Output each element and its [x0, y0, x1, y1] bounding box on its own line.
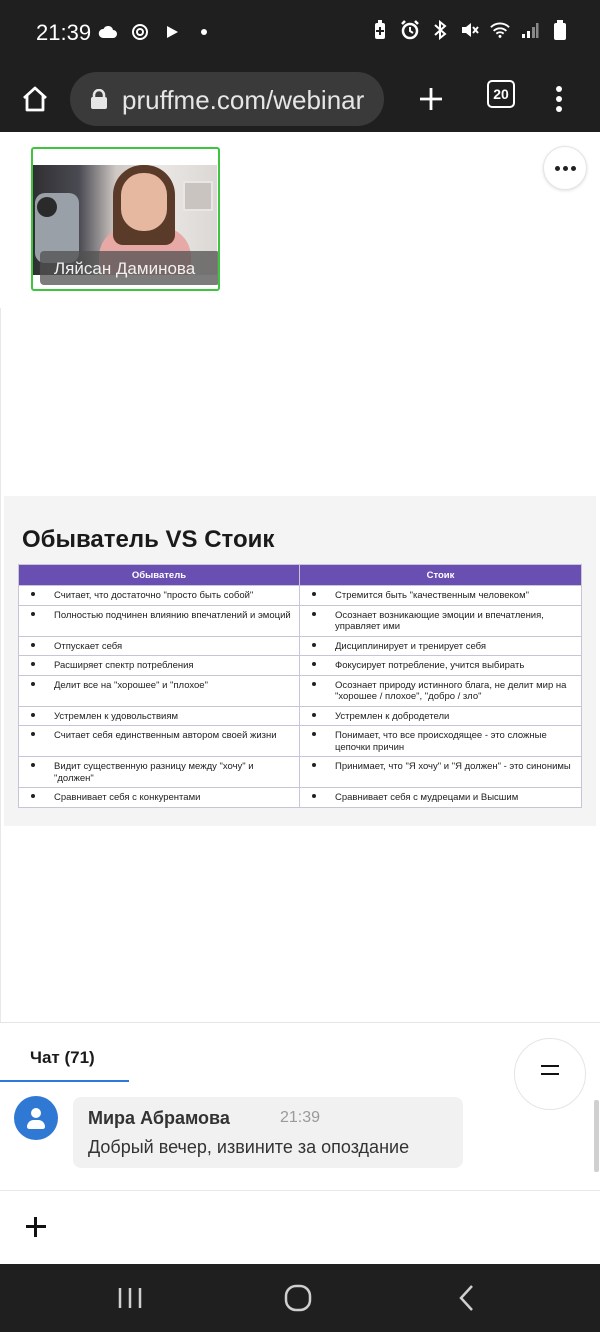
- more-options-button[interactable]: [543, 146, 587, 190]
- wall-picture: [183, 181, 213, 211]
- bullet-icon: [312, 713, 316, 717]
- bullet-icon: [312, 612, 316, 616]
- column-header: Обыватель: [19, 565, 300, 586]
- bluetooth-icon: [430, 20, 450, 40]
- stoic-cell: [300, 757, 582, 788]
- stoic-cell: [300, 788, 582, 808]
- recents-icon: [117, 1286, 143, 1310]
- cell-text: Считает себя единственным автором своей жизни: [54, 730, 277, 741]
- cloud-icon: [98, 22, 118, 42]
- home-circle-icon: [284, 1284, 312, 1312]
- chat-scrollbar[interactable]: [594, 1100, 599, 1172]
- message-time: 21:39: [280, 1109, 321, 1126]
- table-row: [19, 605, 582, 636]
- url-text: pruffme.com/webinar: [122, 85, 365, 115]
- slide-title: Обыватель VS Стоик: [22, 526, 275, 553]
- table-row: [19, 757, 582, 788]
- dot-icon: [194, 22, 214, 42]
- menu-icon: [541, 1065, 559, 1075]
- browser-menu-button[interactable]: [534, 74, 584, 124]
- table-row: [19, 675, 582, 706]
- cell-text: Дисциплинирует и тренирует себя: [335, 640, 487, 652]
- bullet-icon: [312, 682, 316, 686]
- bullet-icon: [31, 713, 35, 717]
- signal-icon: [520, 20, 540, 40]
- bullet-icon: [31, 662, 35, 666]
- webinar-content: [0, 132, 600, 1022]
- back-icon: [457, 1284, 475, 1312]
- table-row: [19, 636, 582, 656]
- cell-text: Осознает природу истинного блага, не делит мир на "хорошее / плохое", "добро / зло": [335, 679, 567, 702]
- table-row: [19, 726, 582, 757]
- stoic-cell: [300, 636, 582, 656]
- bullet-icon: [31, 643, 35, 647]
- dot-icon: [571, 166, 576, 171]
- stoic-cell: [300, 656, 582, 676]
- ordinary-person-cell: [19, 788, 300, 808]
- speaker-face: [121, 173, 167, 231]
- home-nav-button[interactable]: [278, 1278, 318, 1318]
- table-header-row: [19, 565, 582, 586]
- dot-icon: [563, 166, 568, 171]
- cell-text: Сравнивает себя с конкурентами: [54, 792, 201, 803]
- user-icon-body: [27, 1120, 45, 1129]
- message-text: Добрый вечер, извините за опоздание: [88, 1137, 410, 1157]
- cell-text: Делит все на "хорошее" и "плохое": [54, 679, 208, 691]
- presentation-slide: [4, 496, 596, 826]
- cell-text: Стремится быть "качественным человеком": [335, 590, 529, 601]
- cell-text: Понимает, что все происходящее - это сложные цепочки причин: [335, 730, 547, 753]
- bullet-icon: [31, 732, 35, 736]
- bullet-icon: [312, 592, 316, 596]
- chat-input-row: [0, 1190, 600, 1264]
- bullet-icon: [312, 662, 316, 666]
- ordinary-person-cell: [19, 706, 300, 726]
- cell-text: Принимает, что "Я хочу" и "Я должен" - это синонимы: [335, 761, 571, 772]
- table-row: [19, 656, 582, 676]
- more-vertical-icon: [555, 86, 563, 112]
- back-button[interactable]: [446, 1278, 486, 1318]
- add-attachment-button[interactable]: [22, 1213, 50, 1241]
- url-bar[interactable]: [70, 72, 384, 126]
- cell-text: Расширяет спектр потребления: [54, 660, 194, 671]
- ordinary-person-cell: [19, 675, 300, 706]
- cell-text: Устремлен к добродетели: [335, 710, 450, 722]
- speaker-name-label: Ляйсан Даминова: [40, 251, 220, 285]
- status-left-icons: [98, 22, 214, 42]
- bullet-icon: [312, 643, 316, 647]
- sync-icon: [130, 22, 150, 42]
- browser-toolbar: [0, 66, 600, 132]
- ordinary-person-cell: [19, 605, 300, 636]
- battery-saver-icon: [370, 20, 390, 40]
- ordinary-person-cell: [19, 586, 300, 606]
- chat-menu-button[interactable]: [514, 1038, 586, 1110]
- new-tab-button[interactable]: [406, 74, 456, 124]
- column-header: Стоик: [300, 565, 582, 586]
- status-bar: [0, 0, 600, 66]
- wifi-icon: [490, 20, 510, 40]
- stoic-cell: [300, 675, 582, 706]
- status-time: 21:39: [36, 20, 92, 45]
- play-icon: [162, 22, 182, 42]
- bullet-icon: [312, 732, 316, 736]
- table-row: [19, 788, 582, 808]
- cell-text: Считает, что достаточно "просто быть собой": [54, 590, 254, 601]
- home-icon: [21, 85, 49, 113]
- comparison-table: [18, 564, 582, 808]
- system-nav-bar: [0, 1264, 600, 1332]
- cell-text: Отпускает себя: [54, 640, 123, 652]
- message-bubble: [73, 1097, 463, 1168]
- stoic-cell: [300, 726, 582, 757]
- table-row: [19, 706, 582, 726]
- cell-text: Осознает возникающие эмоции и впечатления, управляет ими: [335, 609, 544, 632]
- status-right-icons: [370, 20, 570, 40]
- tab-chat[interactable]: Чат (71): [30, 1048, 95, 1067]
- chat-header: [0, 1022, 600, 1082]
- cell-text: Полностью подчинен влиянию впечатлений и эмоций: [54, 609, 291, 621]
- bullet-icon: [312, 794, 316, 798]
- tab-switcher-button[interactable]: 20: [487, 80, 515, 108]
- chat-message: [0, 1082, 600, 1190]
- dot-icon: [555, 166, 560, 171]
- lock-icon: [90, 89, 108, 109]
- alarm-icon: [400, 20, 420, 40]
- speaker-video-tile[interactable]: [31, 147, 220, 291]
- message-author: Мира Абрамова: [88, 1108, 230, 1128]
- battery-icon: [550, 20, 570, 40]
- bullet-icon: [31, 612, 35, 616]
- avatar: [14, 1096, 58, 1140]
- user-icon-head: [31, 1108, 41, 1118]
- cell-text: Сравнивает себя с мудрецами и Высшим: [335, 792, 519, 803]
- stoic-cell: [300, 586, 582, 606]
- bullet-icon: [31, 682, 35, 686]
- cell-text: Фокусирует потребление, учится выбирать: [335, 660, 525, 671]
- mute-icon: [460, 20, 480, 40]
- stoic-cell: [300, 605, 582, 636]
- recent-apps-button[interactable]: [110, 1278, 150, 1318]
- cell-text: Устремлен к удовольствиям: [54, 710, 179, 722]
- camera-lens: [37, 197, 57, 217]
- cell-text: Видит существенную разницу между "хочу" и "должен": [54, 761, 254, 784]
- bullet-icon: [31, 794, 35, 798]
- ordinary-person-cell: [19, 757, 300, 788]
- left-border: [0, 308, 1, 1022]
- table-row: [19, 586, 582, 606]
- plus-icon: [418, 86, 444, 112]
- home-button[interactable]: [10, 74, 60, 124]
- bullet-icon: [31, 592, 35, 596]
- ordinary-person-cell: [19, 636, 300, 656]
- ordinary-person-cell: [19, 726, 300, 757]
- ordinary-person-cell: [19, 656, 300, 676]
- bullet-icon: [31, 763, 35, 767]
- bullet-icon: [312, 763, 316, 767]
- stoic-cell: [300, 706, 582, 726]
